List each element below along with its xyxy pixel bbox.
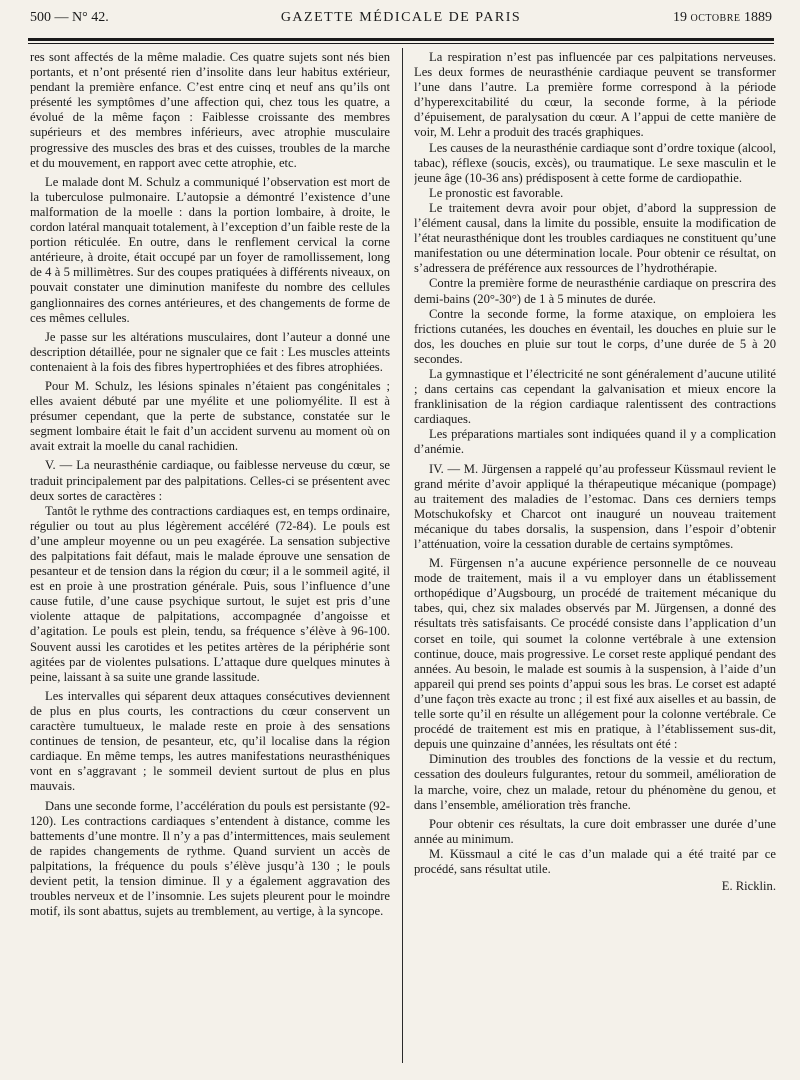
header-rule-thick [28,38,774,41]
paragraph: Pour obtenir ces résultats, la cure doit embrasser une durée d’une année au minimum. [414,816,776,846]
page-number: 500 — N° 42. [30,10,109,25]
paragraph: Le malade dont M. Schulz a communiqué l’observation est mort de la tuberculose pulmonaire. L’autopsie a démontré l’existence d’une malformation de la moelle : dans la portion lombaire, à droite, le cordon latéral manquait totalement, à l’exception d’un faible reste de la portion réticulée. En outre, dans le renflement cervical la corne antérieure, à droite, était occupé par un foyer de ramollissement, long de 4 à 5 millimètres. Sur des coupes pratiquées à différents niveaux, on pouvait constater une diminution manifeste du nombre des cellules ganglionnaires des cornes antérieures, et des changements de forme de ces mêmes cellules. [30,174,390,325]
page-header [30,10,772,36]
paragraph: Les préparations martiales sont indiquées quand il y a complication d’anémie. [414,427,776,457]
paragraph: Diminution des troubles des fonctions de la vessie et du rectum, cessation des douleurs fulgurantes, retour du sommeil, amélioration de la marche, voire, chez un malade, retour du phénomène du genou, et dans l’ensemble, amélioration très franche. [414,752,776,812]
issue-date [673,10,772,26]
paragraph: Contre la seconde forme, la forme ataxique, on emploiera les frictions cutanées, les douches en éventail, les douches en pluie sur le dos, les douches en pluie sur tout le corps, d’une durée de 5 à 20 secondes. [414,306,776,366]
paragraph: Je passe sur les altérations musculaires, dont l’auteur a donné une description détaillée, pour ne signaler que ce fait : Les muscles atteints contenaient à la fois des fibres hypertrophiées et des fibres atrophiées. [30,329,390,374]
paragraph: Dans une seconde forme, l’accélération du pouls est persistante (92-120). Les contractions cardiaques s’entendent à distance, comme les battements d’une montre. Il n’y a pas d’intermittences, mais seulement de rapides changements de rythme. Quand survient un accès de palpitations, la fréquence du pouls s’élève jusqu’à 130 ; le pouls devient petit, la tension diminue. Il y a également aggravation des troubles nerveux et de l’insomnie. Les sujets pleurent pour le moindre motif, ils sont abattus, sujets au tremblement, au vertige, à la syncope. [30,798,390,919]
date-year: 1889 [744,10,772,25]
paragraph: M. Fürgensen n’a aucune expérience personnelle de ce nouveau mode de traitement, mais il a vu employer dans un établissement orthopédique d’Augsbourg, un procédé de traitement mécanique du tabes, qui, chez six malades observés par M. Jürgensen, a donné des résultats très satisfaisants. Ce procédé consiste dans l’application d’un corset en toile, qui soumet la colonne vertébrale à une extension continue, douce, mais progressive. Le corset reste appliqué pendant des années. Au besoin, le malade est soumis à la suspension, à l’aide d’un appareil qui prend ses points d’appui sous les bras. Le corset est adapté d’une façon très exacte au tronc ; il est fixé aux aiselles et au bassin, de telle sorte qu’il en résulte un allégement pour la colonne vertébrale. Ce procédé de traitement est mis en pratique, à l’établissement sus-dit, depuis une quinzaine d’années, les résultats ont été : [414,556,776,752]
left-column [30,50,390,1075]
paragraph: Le pronostic est favorable. [429,185,564,200]
paragraph: Tantôt le rythme des contractions cardiaques est, en temps ordinaire, régulier ou tout au plus légèrement accéléré (72-84). Le pouls est d’une ampleur moyenne ou un peu exagérée. La sensation subjective des palpitations fait défaut, mais le malade éprouve une sensation de pesanteur et de tension dans la région du cœur; il a le sommeil agité, il est en proie à une prostration générale. Puis, sous l’influence d’une cause futile, d’une cause psychique surtout, le sujet est pris d’une violente attaque de palpitations, accompagnée d’angoisse et d’agitation. Le pouls est plein, tendu, sa fréquence s’élève à 96-100. Souvent aussi les carotides et les petites artères de la périphérie sont agitées par de violentes pulsations. L’attaque dure quelques minutes à peine, laissant à sa suite une grande lassitude. [30,503,390,684]
paragraph: Le traitement devra avoir pour objet, d’abord la suppression de l’élément causal, dans la limite du possible, ensuite la modification de l’état neurasthénique dont les troubles cardiaques ne constituent qu’une manifestation ou une détermination locale. Pour obtenir ce résultat, on s’adressera de préférence aux ressources de l’hydrothérapie. [414,200,776,276]
paragraph: La gymnastique et l’électricité ne sont généralement d’aucune utilité ; dans certains cas cependant la galvanisation et mieux encore la franklinisation de la région cardiaque ralentissent des contractions cardiaques. [414,366,776,427]
author-signature: E. Ricklin. [721,879,776,894]
paragraph: res sont affectés de la même maladie. Ces quatre sujets sont nés bien portants, et n’ont présenté rien d’insolite dans leur habitus extérieur, pendant la première enfance. C’est entre cinq et neuf ans qu’ils ont présenté les symptômes d’une affection qui, chez tous les quatre, a évolué de la même façon : Faiblesse croissante des membres supérieurs et des membres inférieurs, avec atrophie musculaire progressive des muscles des bras et des cuisses, troubles de la marche et du mouvement, en rapport avec cette atrophie, etc. [30,50,390,170]
paragraph: Contre la première forme de neurasthénie cardiaque on prescrira des demi-bains (20°-30°) de 1 à 5 minutes de durée. [414,276,776,306]
paragraph: Les intervalles qui séparent deux attaques consécutives deviennent de plus en plus courts, les contractions du cœur conservent un caractère tumultueux, le malade reste en proie à des sensations continues de tension, de pesanteur, etc, qu’il localise dans la région cardiaque. En même temps, les autres manifestations neurasthéniques vont en s’aggravant ; le sommeil devient surtout de plus en plus mauvais. [30,688,390,794]
column-divider [402,48,403,1063]
date-month: OCTOBRE [690,13,741,24]
paragraph: Les causes de la neurasthénie cardiaque sont d’ordre toxique (alcool, tabac), réflexe (soucis, excès), ou traumatique. Le sexe masculin et le jeune âge (10-36 ans) prédisposent à cette forme de cardiopathie. [414,140,776,185]
date-day: 19 [673,10,687,25]
paragraph: M. Küssmaul a cité le cas d’un malade qui a été traité par ce procédé, sans résultat utile. [414,846,776,876]
paragraph: V. — La neurasthénie cardiaque, ou faiblesse nerveuse du cœur, se traduit principalement par des palpitations. Celles-ci se présentent avec deux sortes de caractères : [30,458,390,503]
paragraph: La respiration n’est pas influencée par ces palpitations nerveuses. Les deux formes de neurasthénie cardiaque peuvent se transformer l’une dans l’autre. La première forme correspond à la période d’hyperexcitabilité du cœur, la seconde forme, à la période d’épuisement, de paralysation du cœur. A l’appui de cette manière de voir, M. Lehr a produit des tracés graphiques. [414,50,776,140]
journal-title: GAZETTE MÉDICALE DE PARIS [280,10,522,25]
right-column [414,50,776,1075]
paragraph: IV. — M. Jürgensen a rappelé qu’au professeur Küssmaul revient le grand mérite d’avoir appliqué la thérapeutique mécanique (pompage) au traitement des maladies de l’estomac. Dans ces derniers temps Motschukofsky et Charcot ont inauguré un nouveau traitement mécanique du tabes dorsalis, la suspension, dans l’espoir d’obtenir l’atténuation, voire la cessation durable de certains symptômes. [414,461,776,551]
paragraph: Pour M. Schulz, les lésions spinales n’étaient pas congénitales ; elles avaient débuté par une myélite et une poliomyélite. Il est à présumer cependant, que la perte de substance, constatée sur le segment lombaire était le fait d’un accident survenu au moment où on avait extrait la moelle du canal rachidien. [30,378,390,454]
header-rule-thin [28,43,774,44]
